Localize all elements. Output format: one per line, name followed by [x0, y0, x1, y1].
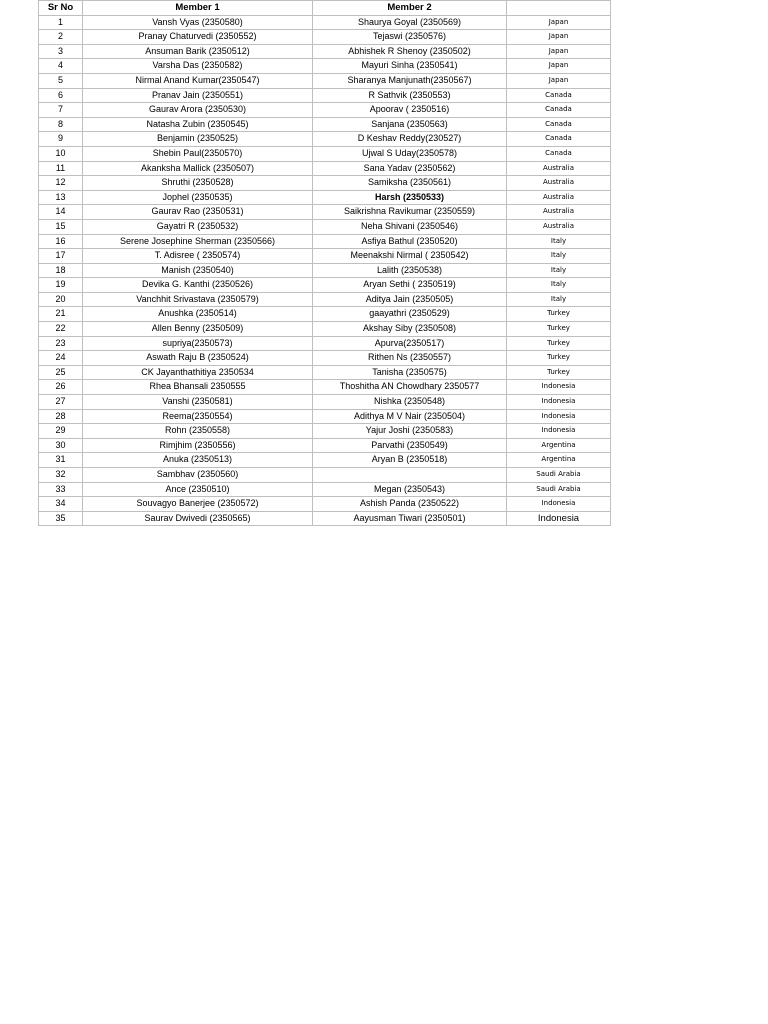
country-cell: Indonesia: [507, 380, 611, 395]
member-1-cell: Vansh Vyas (2350580): [83, 15, 313, 30]
table-row: [39, 438, 611, 453]
table-row: [39, 453, 611, 468]
member-2-cell: Tejaswi (2350576): [313, 30, 507, 45]
member-1-cell: Jophel (2350535): [83, 190, 313, 205]
sr-no-cell: 29: [39, 424, 83, 439]
country-cell: Indonesia: [507, 395, 611, 410]
sr-no-cell: 30: [39, 438, 83, 453]
member-1-cell: Gaurav Rao (2350531): [83, 205, 313, 220]
table-row: [39, 409, 611, 424]
member-1-cell: Vanchhit Srivastava (2350579): [83, 292, 313, 307]
member-2-cell: Asfiya Bathul (2350520): [313, 234, 507, 249]
member-2-cell: Aditya Jain (2350505): [313, 292, 507, 307]
member-2-cell: Harsh (2350533): [313, 190, 507, 205]
member-1-cell: Manish (2350540): [83, 263, 313, 278]
member-1-cell: Shruthi (2350528): [83, 176, 313, 191]
member-1-cell: Pranav Jain (2350551): [83, 88, 313, 103]
country-cell: Canada: [507, 103, 611, 118]
country-cell: Argentina: [507, 438, 611, 453]
member-1-cell: Serene Josephine Sherman (2350566): [83, 234, 313, 249]
sr-no-cell: 35: [39, 511, 83, 526]
country-cell: Turkey: [507, 336, 611, 351]
country-cell: Canada: [507, 132, 611, 147]
table-row: [39, 482, 611, 497]
member-1-cell: Ance (2350510): [83, 482, 313, 497]
member-1-cell: Rhea Bhansali 2350555: [83, 380, 313, 395]
country-cell: Japan: [507, 59, 611, 74]
header-row: [39, 1, 611, 16]
table-body: [39, 15, 611, 526]
sr-no-cell: 15: [39, 219, 83, 234]
member-2-cell: D Keshav Reddy(230527): [313, 132, 507, 147]
member-1-cell: Benjamin (2350525): [83, 132, 313, 147]
sr-no-cell: 1: [39, 15, 83, 30]
table-row: [39, 205, 611, 220]
member-1-cell: Vanshi (2350581): [83, 395, 313, 410]
member-1-cell: Nirmal Anand Kumar(2350547): [83, 73, 313, 88]
country-cell: Japan: [507, 30, 611, 45]
sr-no-cell: 26: [39, 380, 83, 395]
member-2-cell: Parvathi (2350549): [313, 438, 507, 453]
sr-no-cell: 21: [39, 307, 83, 322]
member-2-cell: Ashish Panda (2350522): [313, 497, 507, 512]
table-row: [39, 176, 611, 191]
sr-no-cell: 16: [39, 234, 83, 249]
member-2-cell: Samiksha (2350561): [313, 176, 507, 191]
table-row: [39, 132, 611, 147]
table-row: [39, 88, 611, 103]
country-cell: Italy: [507, 249, 611, 264]
member-2-cell: Ujwal S Uday(2350578): [313, 146, 507, 161]
table-row: [39, 424, 611, 439]
member-table: [38, 0, 611, 526]
member-1-cell: Souvagyo Banerjee (2350572): [83, 497, 313, 512]
header-country: [507, 1, 611, 16]
spreadsheet-page: [38, 0, 611, 526]
sr-no-cell: 8: [39, 117, 83, 132]
country-cell: Italy: [507, 292, 611, 307]
country-cell: Italy: [507, 278, 611, 293]
sr-no-cell: 12: [39, 176, 83, 191]
table-row: [39, 59, 611, 74]
member-2-cell: Sana Yadav (2350562): [313, 161, 507, 176]
member-1-cell: Anuka (2350513): [83, 453, 313, 468]
table-row: [39, 190, 611, 205]
table-row: [39, 263, 611, 278]
table-row: [39, 468, 611, 483]
sr-no-cell: 9: [39, 132, 83, 147]
sr-no-cell: 11: [39, 161, 83, 176]
country-cell: Japan: [507, 15, 611, 30]
member-2-cell: Shaurya Goyal (2350569): [313, 15, 507, 30]
table-row: [39, 307, 611, 322]
member-1-cell: Ansuman Barik (2350512): [83, 44, 313, 59]
member-1-cell: Sambhav (2350560): [83, 468, 313, 483]
table-row: [39, 117, 611, 132]
sr-no-cell: 24: [39, 351, 83, 366]
header-member-2: Member 2: [313, 1, 507, 16]
sr-no-cell: 31: [39, 453, 83, 468]
country-cell: Australia: [507, 219, 611, 234]
country-cell: Turkey: [507, 365, 611, 380]
country-cell: Turkey: [507, 307, 611, 322]
member-1-cell: Natasha Zubin (2350545): [83, 117, 313, 132]
sr-no-cell: 20: [39, 292, 83, 307]
header-member-1: Member 1: [83, 1, 313, 16]
member-1-cell: Akanksha Mallick (2350507): [83, 161, 313, 176]
member-2-cell: Nishka (2350548): [313, 395, 507, 410]
table-row: [39, 292, 611, 307]
table-row: [39, 365, 611, 380]
sr-no-cell: 32: [39, 468, 83, 483]
table-row: [39, 351, 611, 366]
member-2-cell: [313, 468, 507, 483]
table-row: [39, 497, 611, 512]
country-cell: Canada: [507, 146, 611, 161]
member-1-cell: Anushka (2350514): [83, 307, 313, 322]
sr-no-cell: 3: [39, 44, 83, 59]
table-row: [39, 103, 611, 118]
sr-no-cell: 4: [39, 59, 83, 74]
sr-no-cell: 14: [39, 205, 83, 220]
table-row: [39, 322, 611, 337]
table-row: [39, 15, 611, 30]
member-2-cell: Megan (2350543): [313, 482, 507, 497]
table-row: [39, 511, 611, 526]
country-cell: Italy: [507, 263, 611, 278]
table-row: [39, 30, 611, 45]
member-2-cell: Aayusman Tiwari (2350501): [313, 511, 507, 526]
sr-no-cell: 13: [39, 190, 83, 205]
sr-no-cell: 7: [39, 103, 83, 118]
table-row: [39, 219, 611, 234]
member-1-cell: Saurav Dwivedi (2350565): [83, 511, 313, 526]
member-2-cell: Sharanya Manjunath(2350567): [313, 73, 507, 88]
sr-no-cell: 27: [39, 395, 83, 410]
member-1-cell: Gayatri R (2350532): [83, 219, 313, 234]
sr-no-cell: 28: [39, 409, 83, 424]
country-cell: Indonesia: [507, 424, 611, 439]
sr-no-cell: 23: [39, 336, 83, 351]
sr-no-cell: 17: [39, 249, 83, 264]
country-cell: Italy: [507, 234, 611, 249]
member-2-cell: Apoorav ( 2350516): [313, 103, 507, 118]
member-2-cell: Mayuri Sinha (2350541): [313, 59, 507, 74]
member-1-cell: Reema(2350554): [83, 409, 313, 424]
country-cell: Canada: [507, 117, 611, 132]
country-cell: Indonesia: [507, 409, 611, 424]
member-2-cell: Sanjana (2350563): [313, 117, 507, 132]
member-1-cell: CK Jayanthathitiya 2350534: [83, 365, 313, 380]
member-1-cell: Aswath Raju B (2350524): [83, 351, 313, 366]
country-cell: Australia: [507, 176, 611, 191]
member-2-cell: Lalith (2350538): [313, 263, 507, 278]
country-cell: Indonesia: [507, 497, 611, 512]
table-row: [39, 380, 611, 395]
member-2-cell: Aryan Sethi ( 2350519): [313, 278, 507, 293]
sr-no-cell: 19: [39, 278, 83, 293]
sr-no-cell: 10: [39, 146, 83, 161]
table-row: [39, 278, 611, 293]
table-row: [39, 73, 611, 88]
country-cell: Canada: [507, 88, 611, 103]
member-1-cell: supriya(2350573): [83, 336, 313, 351]
country-cell: Turkey: [507, 322, 611, 337]
table-row: [39, 249, 611, 264]
country-cell: Saudi Arabia: [507, 468, 611, 483]
member-1-cell: Varsha Das (2350582): [83, 59, 313, 74]
member-1-cell: Devika G. Kanthi (2350526): [83, 278, 313, 293]
member-1-cell: Allen Benny (2350509): [83, 322, 313, 337]
member-2-cell: Yajur Joshi (2350583): [313, 424, 507, 439]
country-cell: Argentina: [507, 453, 611, 468]
member-1-cell: Rohn (2350558): [83, 424, 313, 439]
sr-no-cell: 18: [39, 263, 83, 278]
sr-no-cell: 33: [39, 482, 83, 497]
member-2-cell: Tanisha (2350575): [313, 365, 507, 380]
member-1-cell: T. Adisree ( 2350574): [83, 249, 313, 264]
table-row: [39, 234, 611, 249]
member-2-cell: Akshay Siby (2350508): [313, 322, 507, 337]
member-2-cell: Apurva(2350517): [313, 336, 507, 351]
member-2-cell: Neha Shivani (2350546): [313, 219, 507, 234]
table-row: [39, 161, 611, 176]
member-1-cell: Rimjhim (2350556): [83, 438, 313, 453]
member-2-cell: R Sathvik (2350553): [313, 88, 507, 103]
table-row: [39, 395, 611, 410]
member-2-cell: Abhishek R Shenoy (2350502): [313, 44, 507, 59]
member-2-cell: Meenakshi Nirmal ( 2350542): [313, 249, 507, 264]
country-cell: Australia: [507, 205, 611, 220]
country-cell: Australia: [507, 161, 611, 176]
sr-no-cell: 22: [39, 322, 83, 337]
table-row: [39, 146, 611, 161]
country-cell: Saudi Arabia: [507, 482, 611, 497]
member-2-cell: Saikrishna Ravikumar (2350559): [313, 205, 507, 220]
table-header: [39, 1, 611, 16]
sr-no-cell: 25: [39, 365, 83, 380]
sr-no-cell: 2: [39, 30, 83, 45]
member-2-cell: Thoshitha AN Chowdhary 2350577: [313, 380, 507, 395]
country-cell: Australia: [507, 190, 611, 205]
header-sr-no: Sr No: [39, 1, 83, 16]
member-1-cell: Gaurav Arora (2350530): [83, 103, 313, 118]
member-1-cell: Shebin Paul(2350570): [83, 146, 313, 161]
member-2-cell: Adithya M V Nair (2350504): [313, 409, 507, 424]
member-1-cell: Pranay Chaturvedi (2350552): [83, 30, 313, 45]
sr-no-cell: 5: [39, 73, 83, 88]
sr-no-cell: 6: [39, 88, 83, 103]
table-row: [39, 336, 611, 351]
sr-no-cell: 34: [39, 497, 83, 512]
country-cell: Japan: [507, 73, 611, 88]
member-2-cell: Aryan B (2350518): [313, 453, 507, 468]
table-row: [39, 44, 611, 59]
country-cell: Indonesia: [507, 511, 611, 526]
member-2-cell: Rithen Ns (2350557): [313, 351, 507, 366]
country-cell: Japan: [507, 44, 611, 59]
member-2-cell: gaayathri (2350529): [313, 307, 507, 322]
country-cell: Turkey: [507, 351, 611, 366]
